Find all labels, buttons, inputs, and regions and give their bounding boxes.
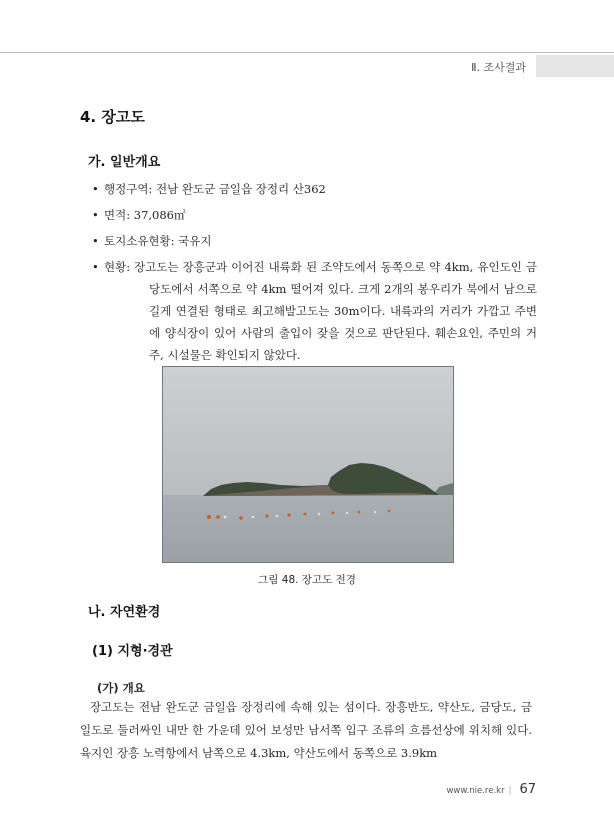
subsection-terrain: (1) 지형·경관 xyxy=(92,644,173,659)
bullet-status: • 현황: 장고도는 장흥군과 이어진 내륙화 된 조약도에서 동쪽으로 약 4km, 유인도인 금당도에서 서쪽으로 약 4km 떨어져 있다. 크게 2개의 봉우리가 북에서 남으로 길게 연결된 형태로 최고해발고도는 30m이다. 내륙과의 거리가 가깝고 주변에 양식장이 있어 사람의 출입이 잦을 것으로 판단된다. 훼손요인, 주민의 거주, 시설물은 확인되지 않았다. xyxy=(92,256,537,366)
bullet-ownership: • 토지소유현황: 국유지 xyxy=(92,230,537,252)
footer-website[interactable]: www.nie.re.kr xyxy=(446,786,505,796)
bullet-dot-icon: • xyxy=(92,260,99,274)
page-number: 67 xyxy=(519,782,536,797)
header-tab-box xyxy=(536,55,614,77)
island-photo xyxy=(162,366,454,563)
bullet-dot-icon: • xyxy=(92,208,99,222)
bullet-area: • 면적: 37,086㎡ xyxy=(92,204,537,226)
header-rule xyxy=(0,52,614,53)
page-footer xyxy=(446,782,536,797)
section-title: 4. 장고도 xyxy=(80,108,145,126)
subsection-nature: 나. 자연환경 xyxy=(88,605,161,620)
overview-paragraph: 장고도는 전남 완도군 금일읍 장정리에 속해 있는 섬이다. 장흥반도, 약산도, 금당도, 금일도로 둘러싸인 내만 한 가운데 있어 보성만 남서쪽 입구 조류의 흐름선상에 위치해 있다. 육지인 장흥 노력항에서 남쪽으로 4.3km, 약산도에서 동쪽으로 3.9km xyxy=(80,700,532,760)
footer-separator: | xyxy=(508,786,512,796)
figure-caption: 그림 48. 장고도 전경 xyxy=(258,574,356,586)
bullet-dot-icon: • xyxy=(92,182,99,196)
subsection-overview: (가) 개요 xyxy=(97,681,145,695)
subsection-general: 가. 일반개요 xyxy=(88,155,161,170)
chapter-header: Ⅱ. 조사결과 xyxy=(471,61,526,74)
island-photo-illustration xyxy=(163,367,453,562)
bullet-dot-icon: • xyxy=(92,234,99,248)
bullet-admin-area: • 행정구역: 전남 완도군 금일읍 장정리 산362 xyxy=(92,178,537,200)
info-bullet-list xyxy=(92,178,537,370)
